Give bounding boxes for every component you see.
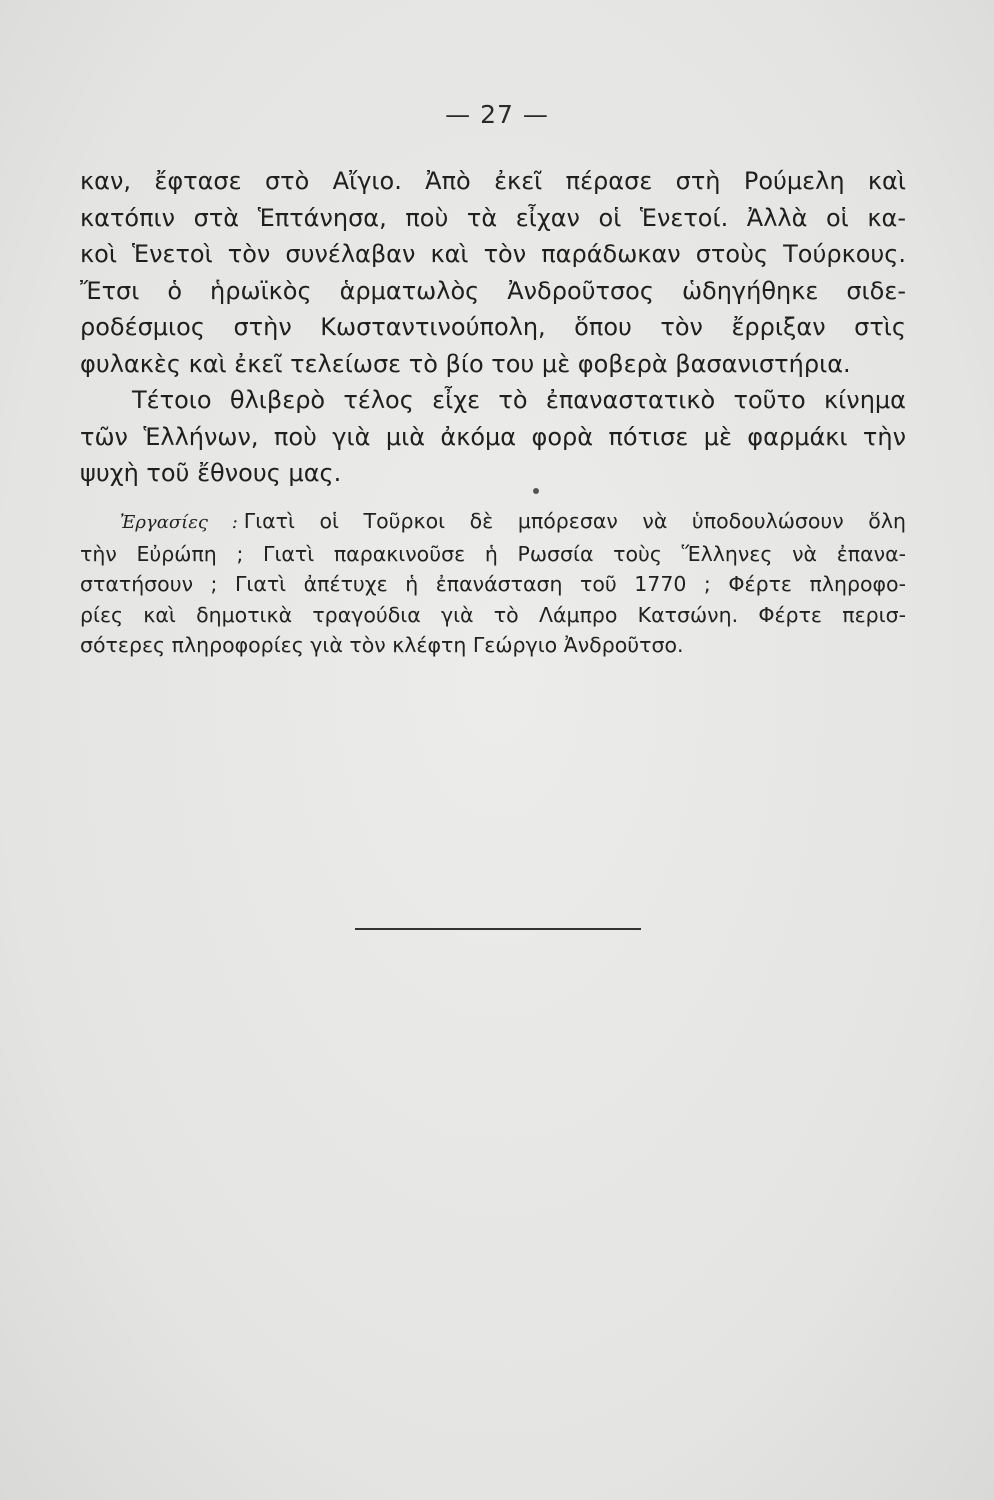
text-line: κοὶ Ἑνετοὶ τὸν συνέλαβαν καὶ τὸν παράδωκαν στοὺς Τούρκους. <box>80 240 906 268</box>
main-paragraphs <box>80 163 906 492</box>
exercises-line: στατήσουν ; Γιατὶ ἀπέτυχε ἡ ἐπανάσταση τοῦ 1770 ; Φέρτε πληροφο- <box>80 572 906 596</box>
section-divider <box>355 928 641 930</box>
exercises-line: ρίες καὶ δημοτικὰ τραγούδια γιὰ τὸ Λάμπρο Κατσώνη. Φέρτε περισ- <box>80 602 906 627</box>
page-number: — 27 — <box>445 100 549 129</box>
text-line: Τέτοιο θλιβερὸ τέλος εἶχε τὸ ἐπαναστατικὸ τοῦτο κίνημα <box>132 386 906 414</box>
exercises-text: Γιατὶ οἱ Τοῦρκοι δὲ μπόρεσαν νὰ ὑποδουλώσουν ὅλη <box>243 509 906 533</box>
printing-mark <box>533 488 539 494</box>
text-line: καν, ἔφτασε στὸ Αἴγιο. Ἀπὸ ἐκεῖ πέρασε στὴ Ρούμελη καὶ <box>80 167 906 195</box>
exercises-line: τὴν Εὐρώπη ; Γιατὶ παρακινοῦσε ἡ Ρωσσία τοὺς Ἕλληνες νὰ ἐπανα- <box>80 541 906 566</box>
text-line: φυλακὲς καὶ ἐκεῖ τελείωσε τὸ βίο του μὲ φοβερὰ βασανιστήρια. <box>80 349 851 378</box>
exercises-line <box>80 506 906 539</box>
text-line: Ἔτσι ὁ ἡρωϊκὸς ἁρματωλὸς Ἀνδροῦτσος ὡδηγήθηκε σιδε- <box>80 276 906 305</box>
text-line: τῶν Ἑλλήνων, ποὺ γιὰ μιὰ ἀκόμα φορὰ πότισε μὲ φαρμάκι τὴν <box>80 422 906 451</box>
exercises-section <box>80 506 906 661</box>
text-line: κατόπιν στὰ Ἑπτάνησα, ποὺ τὰ εἶχαν οἱ Ἑνετοί. Ἀλλὰ οἱ κα- <box>80 203 906 232</box>
exercises-line: σότερες πληροφορίες γιὰ τὸν κλέφτη Γεώργιο Ἀνδροῦτσο. <box>80 633 684 657</box>
text-line: ψυχὴ τοῦ ἔθνους μας. <box>80 459 342 487</box>
text-line: ροδέσμιος στὴν Κωσταντινούπολη, ὅπου τὸν ἔρριξαν στὶς <box>80 313 906 341</box>
exercises-label: Ἐργασίες : <box>120 512 238 533</box>
